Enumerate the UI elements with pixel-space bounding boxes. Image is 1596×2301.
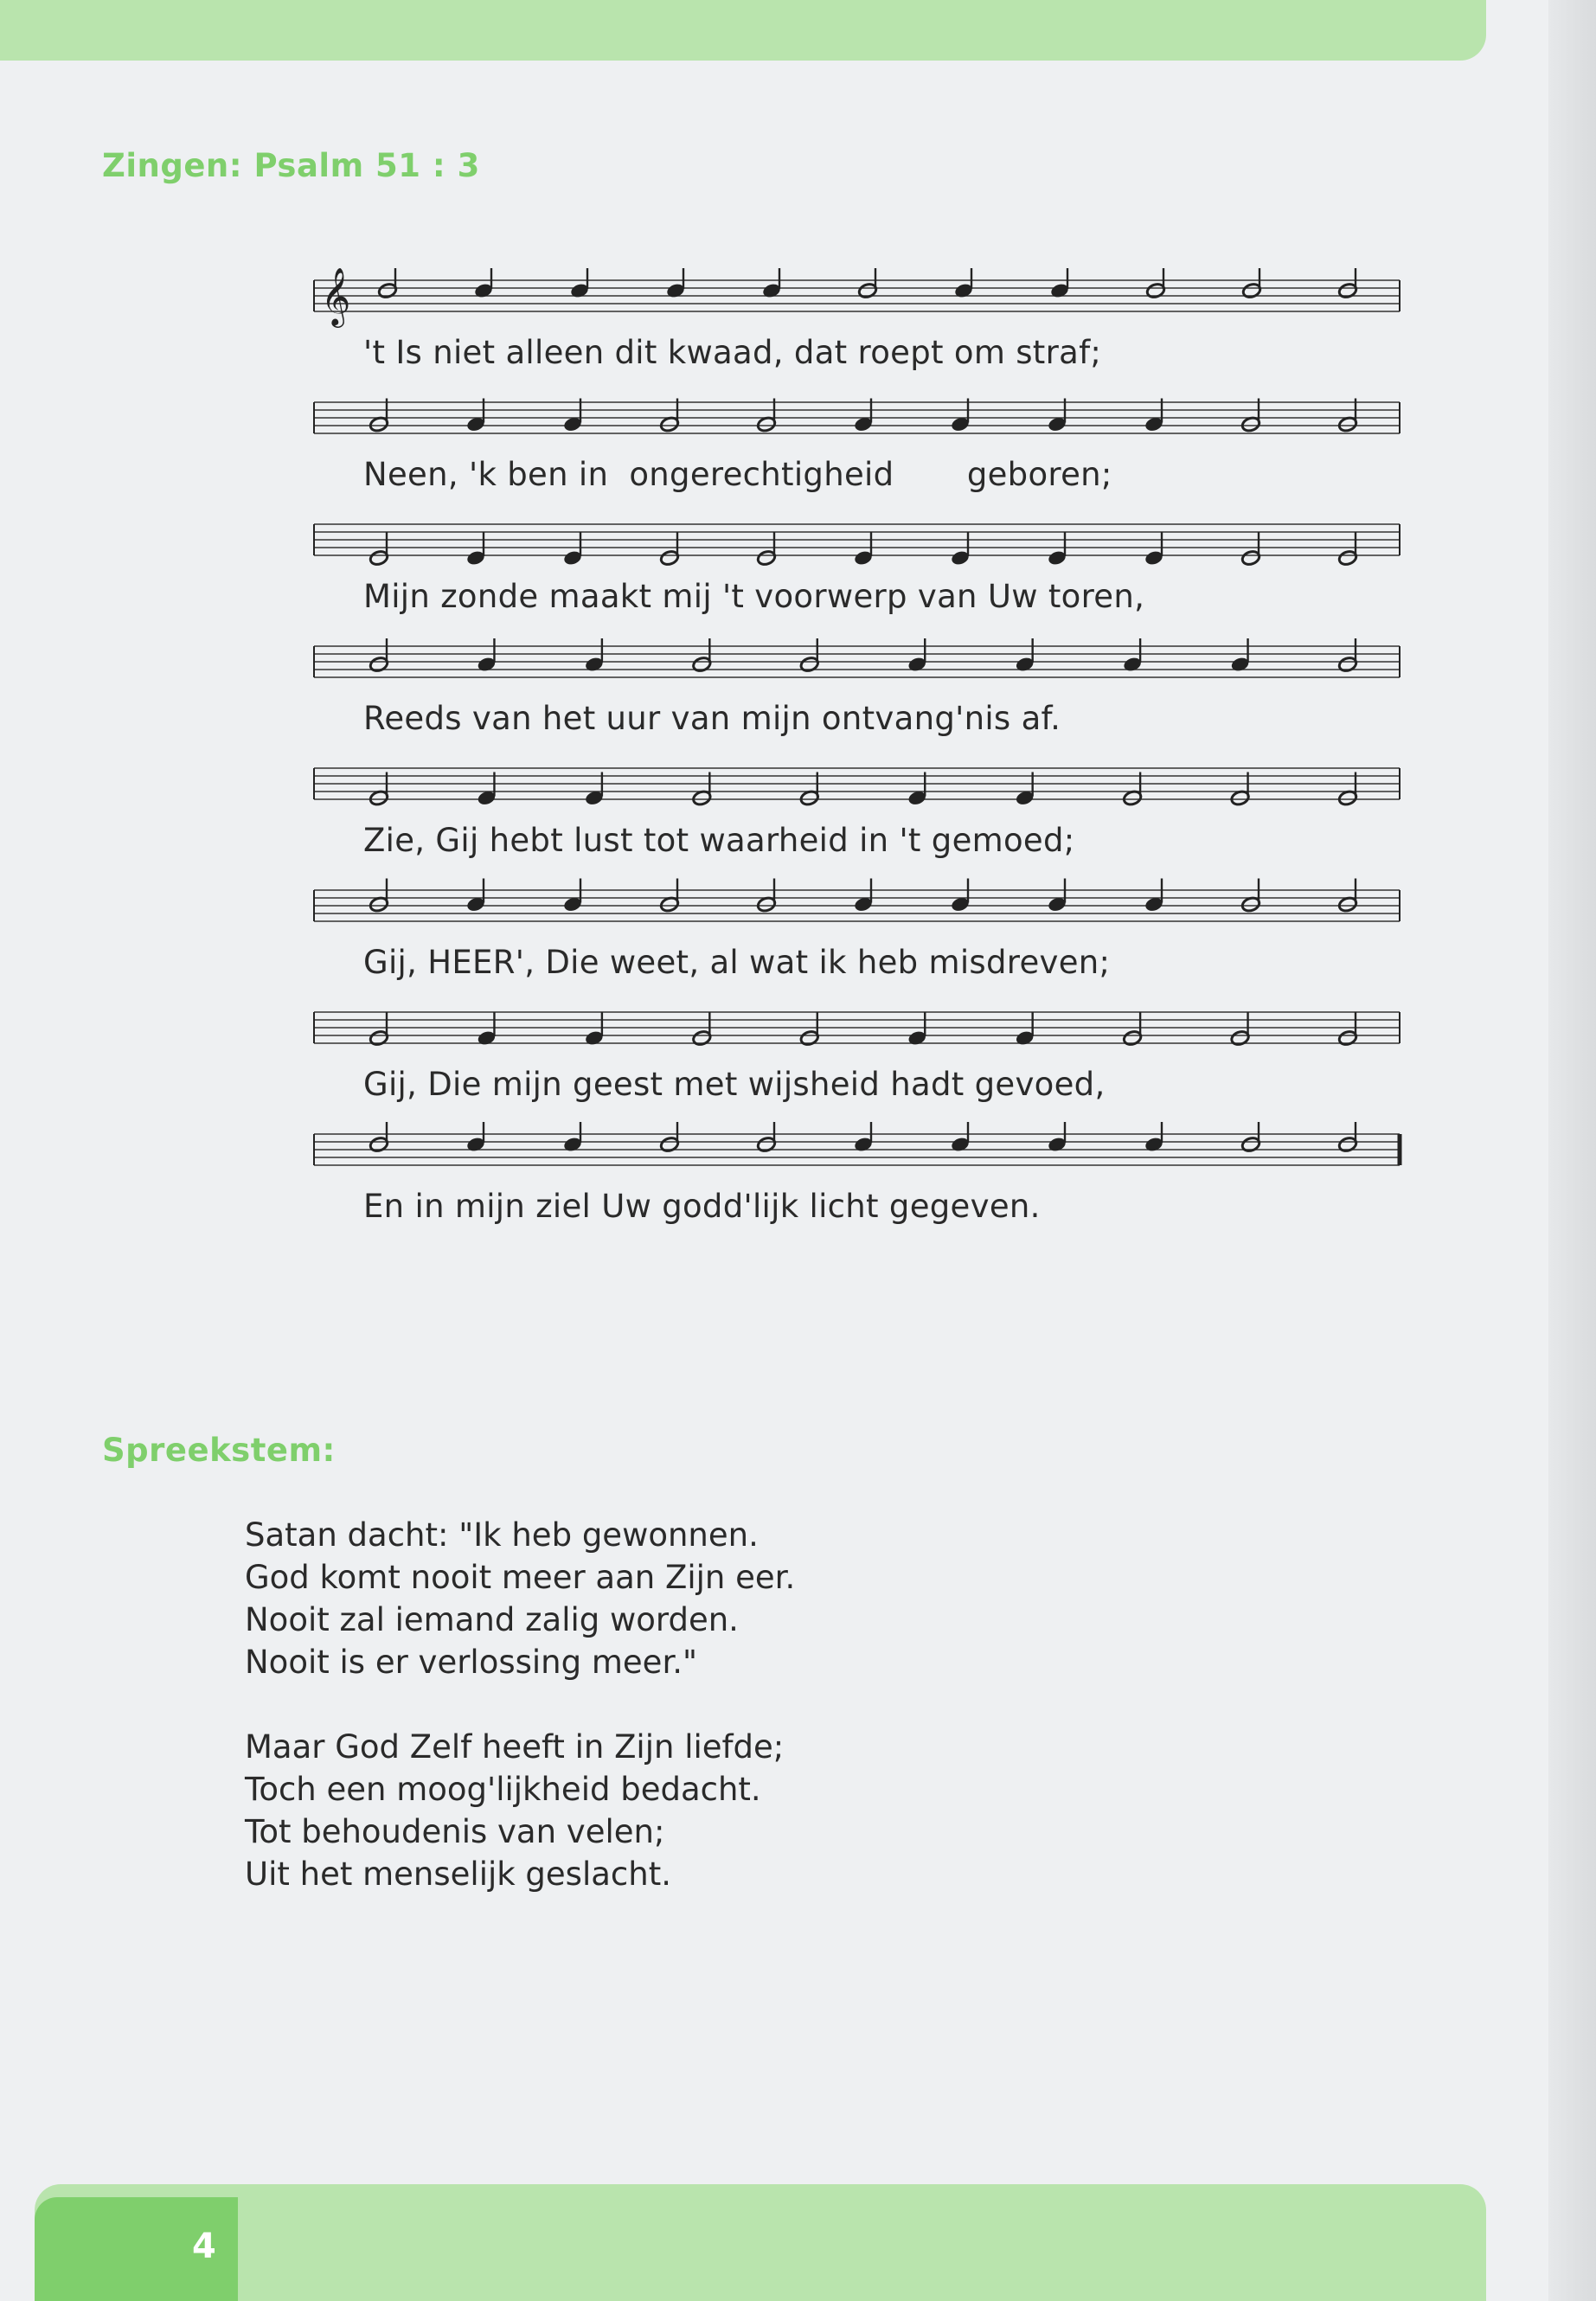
poem-line: Toch een moog'lijkheid bedacht. [245,1771,761,1808]
lyric-line: Neen, 'k ben in ongerechtigheid geboren; [363,456,1112,493]
music-staff [0,1122,1596,1187]
poem-line: Nooit zal iemand zalig worden. [245,1601,739,1638]
treble-clef-icon: 𝄞 [321,268,351,325]
music-staff [0,390,1596,455]
music-staff [0,634,1596,699]
poem-stanza [245,1514,795,1683]
poem [245,1514,795,1938]
music-line-1 [0,268,1596,391]
music-staff [0,268,1596,333]
music-line-2 [0,390,1596,513]
music-line-5 [0,756,1596,879]
music-staff [0,756,1596,821]
music-line-4 [0,634,1596,757]
lyric-line: En in mijn ziel Uw godd'lijk licht gegeven. [363,1188,1041,1225]
music-staff [0,1000,1596,1065]
lyric-line: Reeds van het uur van mijn ontvang'nis af. [363,700,1061,737]
bottom-decorative-band [35,2184,1486,2301]
poem-line: Tot behoudenis van velen; [245,1813,665,1850]
music-line-7 [0,1000,1596,1123]
lyric-line: Gij, HEER', Die weet, al wat ik heb misdreven; [363,944,1111,981]
top-decorative-band [0,0,1486,61]
lyric-line: Zie, Gij hebt lust tot waarheid in 't gemoed; [363,822,1075,859]
lyric-line: Gij, Die mijn geest met wijsheid hadt gevoed, [363,1066,1106,1103]
speech-heading: Spreekstem: [102,1432,336,1469]
music-line-8 [0,1122,1596,1245]
poem-line: Nooit is er verlossing meer." [245,1644,698,1681]
poem-line: Maar God Zelf heeft in Zijn liefde; [245,1728,785,1766]
music-staff [0,512,1596,577]
lyric-line: 't Is niet alleen dit kwaad, dat roept om straf; [363,334,1102,371]
lyric-line: Mijn zonde maakt mij 't voorwerp van Uw toren, [363,578,1145,615]
page-number: 4 [192,2227,216,2266]
poem-line: Satan dacht: "Ik heb gewonnen. [245,1516,759,1554]
music-line-3 [0,512,1596,635]
song-title: Zingen: Psalm 51 : 3 [102,147,480,184]
music-line-6 [0,878,1596,1001]
poem-stanza [245,1726,795,1895]
poem-line: Uit het menselijk geslacht. [245,1856,671,1893]
music-staff [0,878,1596,943]
poem-line: God komt nooit meer aan Zijn eer. [245,1559,796,1596]
